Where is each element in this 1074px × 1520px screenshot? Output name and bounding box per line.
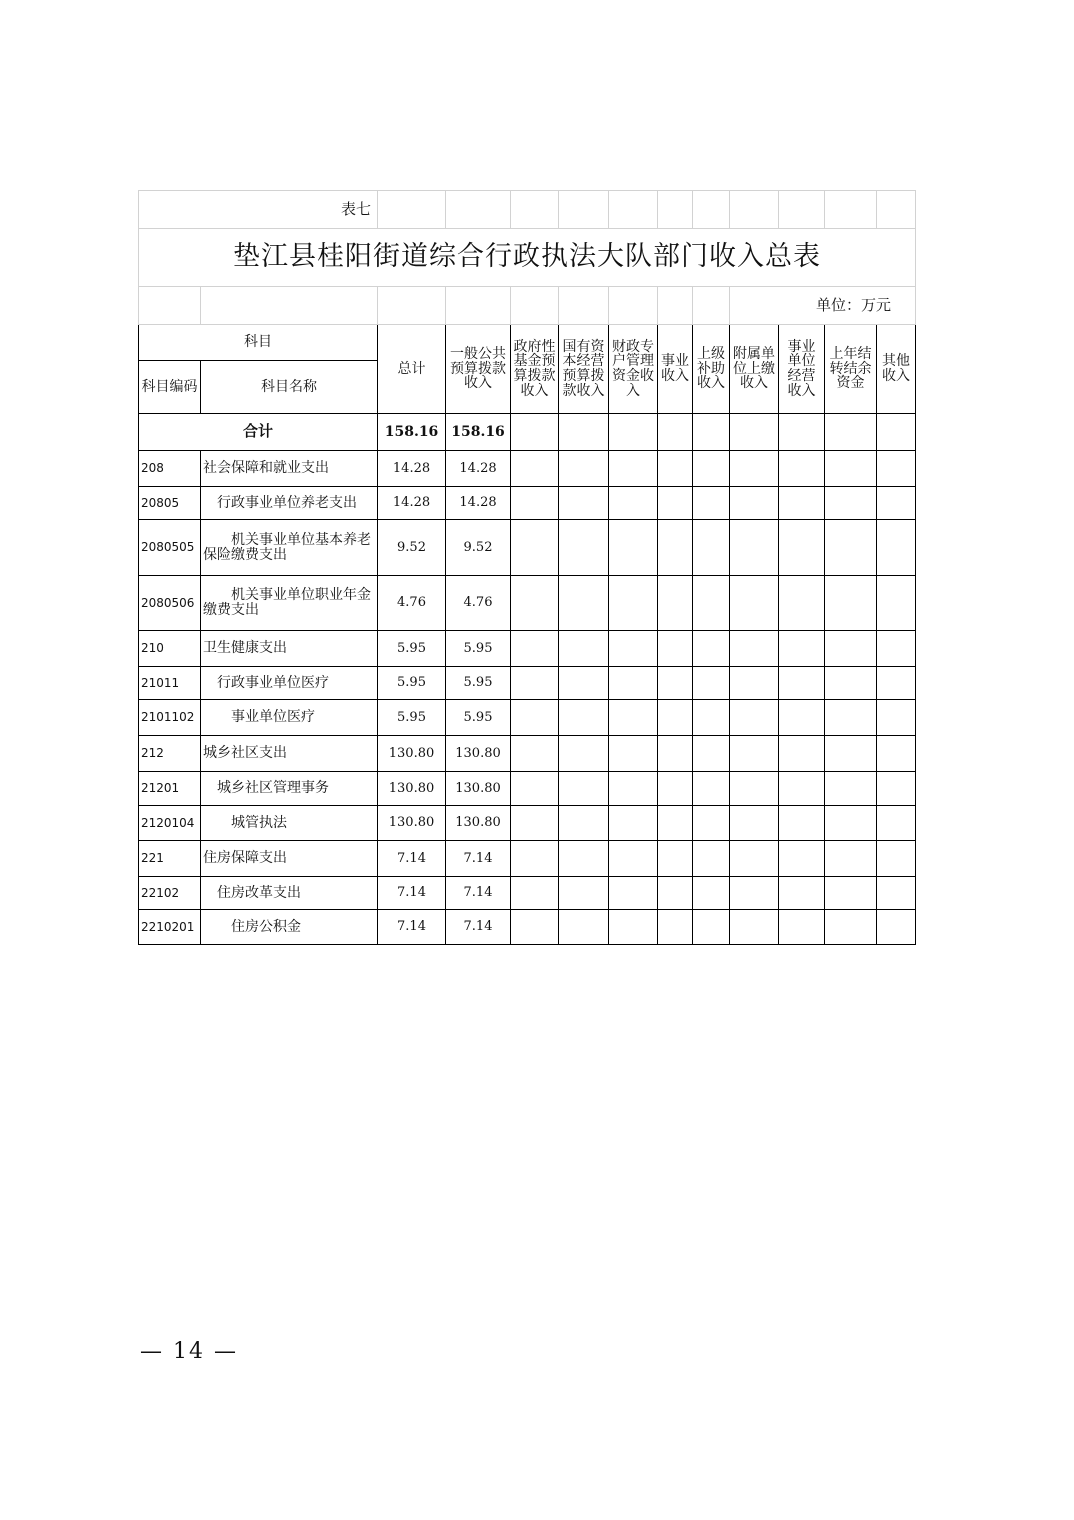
table-row (139, 631, 916, 667)
row-code: 221 (139, 841, 201, 877)
row-name: 行政事业单位医疗 (201, 667, 378, 700)
table-row (139, 576, 916, 631)
row-total: 130.80 (378, 806, 446, 841)
row-general-budget: 7.14 (446, 841, 511, 877)
row-name: 住房改革支出 (201, 877, 378, 910)
table-row (139, 451, 916, 487)
header-row-1 (139, 325, 916, 361)
title-row (139, 229, 916, 287)
row-name: 社会保障和就业支出 (201, 451, 378, 487)
row-total: 4.76 (378, 576, 446, 631)
table-title: 垫江县桂阳街道综合行政执法大队部门收入总表 (139, 229, 916, 287)
table-row (139, 700, 916, 736)
row-code: 21011 (139, 667, 201, 700)
table-row (139, 772, 916, 806)
header-state-capital: 国有资本经营预算拨款收入 (559, 325, 609, 414)
unit-label: 单位：万元 (730, 287, 916, 325)
row-code: 2080506 (139, 576, 201, 631)
row-general-budget: 7.14 (446, 877, 511, 910)
row-code: 20805 (139, 487, 201, 520)
row-name: 城管执法 (201, 806, 378, 841)
row-general-budget: 130.80 (446, 772, 511, 806)
row-name: 住房保障支出 (201, 841, 378, 877)
header-superior-subsidy: 上级补助收入 (693, 325, 730, 414)
row-total: 14.28 (378, 487, 446, 520)
unit-row (139, 287, 916, 325)
header-special-fiscal: 财政专户管理资金收入 (609, 325, 658, 414)
header-carryover: 上年结转结余资金 (825, 325, 877, 414)
header-general-budget: 一般公共预算拨款收入 (446, 325, 511, 414)
page-number: — 14 — (140, 1339, 238, 1364)
row-total: 130.80 (378, 736, 446, 772)
row-code: 22102 (139, 877, 201, 910)
total-label: 合计 (139, 414, 378, 451)
table-row (139, 806, 916, 841)
row-total: 7.14 (378, 841, 446, 877)
table-row (139, 910, 916, 945)
income-summary-table (138, 190, 916, 945)
table-row (139, 841, 916, 877)
row-general-budget: 4.76 (446, 576, 511, 631)
row-general-budget: 14.28 (446, 451, 511, 487)
row-general-budget: 9.52 (446, 520, 511, 576)
header-gov-fund: 政府性基金预算拨款收入 (511, 325, 559, 414)
row-total: 9.52 (378, 520, 446, 576)
header-total: 总计 (378, 325, 446, 414)
row-total: 7.14 (378, 910, 446, 945)
row-name: 城乡社区支出 (201, 736, 378, 772)
row-code: 208 (139, 451, 201, 487)
table-row (139, 520, 916, 576)
row-total: 130.80 (378, 772, 446, 806)
table-label-row (139, 191, 916, 229)
row-name: 卫生健康支出 (201, 631, 378, 667)
row-name: 行政事业单位养老支出 (201, 487, 378, 520)
header-other: 其他收入 (877, 325, 916, 414)
income-summary-sheet (138, 190, 915, 945)
header-subject: 科目 (139, 325, 378, 361)
row-total: 7.14 (378, 877, 446, 910)
row-name: 机关事业单位基本养老保险缴费支出 (201, 520, 378, 576)
table-row (139, 877, 916, 910)
row-total: 5.95 (378, 667, 446, 700)
total-total: 158.16 (378, 414, 446, 451)
header-name: 科目名称 (201, 361, 378, 414)
row-general-budget: 5.95 (446, 700, 511, 736)
row-code: 2120104 (139, 806, 201, 841)
total-row (139, 414, 916, 451)
row-general-budget: 130.80 (446, 736, 511, 772)
row-name: 城乡社区管理事务 (201, 772, 378, 806)
table-label: 表七 (139, 191, 378, 229)
row-general-budget: 7.14 (446, 910, 511, 945)
row-name: 住房公积金 (201, 910, 378, 945)
row-code: 210 (139, 631, 201, 667)
row-total: 5.95 (378, 631, 446, 667)
row-general-budget: 130.80 (446, 806, 511, 841)
row-code: 212 (139, 736, 201, 772)
table-row (139, 736, 916, 772)
row-code: 2101102 (139, 700, 201, 736)
row-code: 21201 (139, 772, 201, 806)
row-code: 2080505 (139, 520, 201, 576)
row-general-budget: 5.95 (446, 631, 511, 667)
row-general-budget: 5.95 (446, 667, 511, 700)
header-affiliated: 附属单位上缴收入 (730, 325, 779, 414)
table-row (139, 487, 916, 520)
row-general-budget: 14.28 (446, 487, 511, 520)
row-name: 事业单位医疗 (201, 700, 378, 736)
header-code: 科目编码 (139, 361, 201, 414)
header-business: 事业收入 (658, 325, 693, 414)
header-operating: 事业单位经营收入 (779, 325, 825, 414)
row-total: 5.95 (378, 700, 446, 736)
row-code: 2210201 (139, 910, 201, 945)
total-general-budget: 158.16 (446, 414, 511, 451)
row-name: 机关事业单位职业年金缴费支出 (201, 576, 378, 631)
row-total: 14.28 (378, 451, 446, 487)
table-row (139, 667, 916, 700)
